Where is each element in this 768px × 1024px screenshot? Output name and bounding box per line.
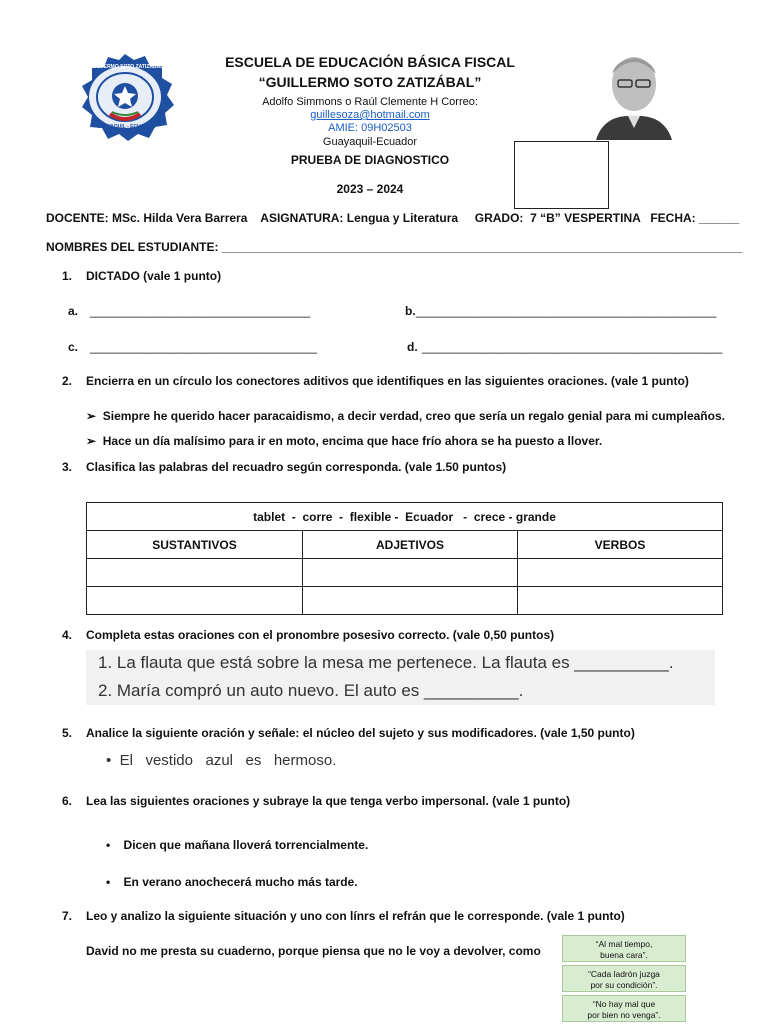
logo-subtext: GUAYAQUIL - ECUADOR <box>96 124 156 130</box>
dot-bullet-icon: • <box>106 752 112 769</box>
school-year: 2023 – 2024 <box>336 182 404 196</box>
analysis-sentence: • El vestido azul es hermoso. <box>106 752 337 769</box>
q2-item-1: ➢ Siempre he querido hacer paracaidismo, a decir verdad, creo que sería un regalo genial para mi cumpleaños. <box>86 409 725 423</box>
answer-cell[interactable] <box>87 559 303 587</box>
dictation-d-line[interactable]: _____________________________________________ <box>422 340 723 354</box>
answer-cell[interactable] <box>303 587 518 615</box>
dictation-b-label: b. <box>405 304 416 318</box>
test-title: PRUEBA DE DIAGNOSTICO <box>290 153 450 167</box>
city: Guayaquil-Ecuador <box>322 136 418 148</box>
saying-card-3[interactable]: “No hay mal que por bien no venga”. <box>562 995 686 1022</box>
dictation-a-label: a. <box>68 304 79 318</box>
dot-bullet-icon: • <box>106 875 111 889</box>
question-1: 1. DICTADO (vale 1 punto) <box>62 269 222 283</box>
header-sustantivos: SUSTANTIVOS <box>87 531 303 559</box>
logo-text: GUILLERMO SOTO ZATIZABAL <box>88 64 164 70</box>
q2-item-2: ➢ Hace un día malísimo para ir en moto, encima que hace frío ahora se ha puesto a llover. <box>86 434 603 448</box>
arrow-bullet-icon: ➢ <box>86 409 97 423</box>
grade-box <box>514 141 609 209</box>
answer-cell[interactable] <box>87 587 303 615</box>
possessive-sentences-image <box>86 650 715 705</box>
question-3: 3. Clasifica las palabras del recuadro según corresponda. (vale 1.50 puntos) <box>62 460 507 474</box>
email-link[interactable]: guillesoza@hotmail.com <box>310 109 430 121</box>
question-5: 5. Analice la siguiente oración y señale: el núcleo del sujeto y sus modificadores. (vale 1,50 punto) <box>62 726 635 740</box>
answer-cell[interactable] <box>518 559 723 587</box>
dot-bullet-icon: • <box>106 838 111 852</box>
question-6: 6. Lea las siguientes oraciones y subraye la que tenga verbo impersonal. (vale 1 punto) <box>62 794 571 808</box>
situation-text: David no me presta su cuaderno, porque piensa que no le voy a devolver, como <box>86 944 541 958</box>
question-4: 4. Completa estas oraciones con el pronombre posesivo correcto. (vale 0,50 puntos) <box>62 628 555 642</box>
question-7: 7. Leo y analizo la siguiente situación y uno con línrs el refrán que le corresponde. (vale 1 punto) <box>62 909 625 923</box>
header-verbos: VERBOS <box>518 531 723 559</box>
teacher-line: DOCENTE: MSc. Hilda Vera Barrera ASIGNATURA: Lengua y Literatura GRADO: 7 “B” VESPERTINA FECHA: ______ <box>46 211 740 225</box>
school-name-line1: ESCUELA DE EDUCACIÓN BÁSICA FISCAL <box>225 54 515 70</box>
portrait-photo <box>594 48 674 140</box>
amie-code: AMIE: 09H02503 <box>328 122 412 134</box>
possessive-sentence-1: 1. La flauta que está sobre la mesa me pertenece. La flauta es __________. <box>98 653 674 672</box>
possessive-sentence-2: 2. María compró un auto nuevo. El auto es __________. <box>98 681 524 700</box>
student-name-line: NOMBRES DEL ESTUDIANTE: ______________________________________________________________________________ <box>46 240 743 254</box>
school-name-line2: “GUILLERMO SOTO ZATIZÁBAL” <box>258 74 482 90</box>
header-adjetivos: ADJETIVOS <box>303 531 518 559</box>
classification-table <box>86 502 723 615</box>
saying-card-2[interactable]: “Cada ladrón juzga por su condición”. <box>562 965 686 992</box>
word-bank: tablet - corre - flexible - Ecuador - crece - grande <box>87 503 723 531</box>
q6-item-1: • Dicen que mañana lloverá torrencialmente. <box>106 838 369 852</box>
q6-item-2: • En verano anochecerá mucho más tarde. <box>106 875 358 889</box>
dictation-b-line[interactable]: _____________________________________________ <box>416 304 717 318</box>
answer-cell[interactable] <box>518 587 723 615</box>
dictation-d-label: d. <box>407 340 418 354</box>
arrow-bullet-icon: ➢ <box>86 434 97 448</box>
answer-cell[interactable] <box>303 559 518 587</box>
dictation-a-line[interactable]: _________________________________ <box>90 304 311 318</box>
dictation-c-label: c. <box>68 340 79 354</box>
dictation-c-line[interactable]: __________________________________ <box>90 340 317 354</box>
question-2: 2. Encierra en un círculo los conectores aditivos que identifiques en las siguientes oraciones. (vale 1 punto) <box>62 374 689 388</box>
saying-card-1[interactable]: “Al mal tiempo, buena cara”. <box>562 935 686 962</box>
authors-line: Adolfo Simmons o Raúl Clemente H Correo: <box>262 96 478 108</box>
